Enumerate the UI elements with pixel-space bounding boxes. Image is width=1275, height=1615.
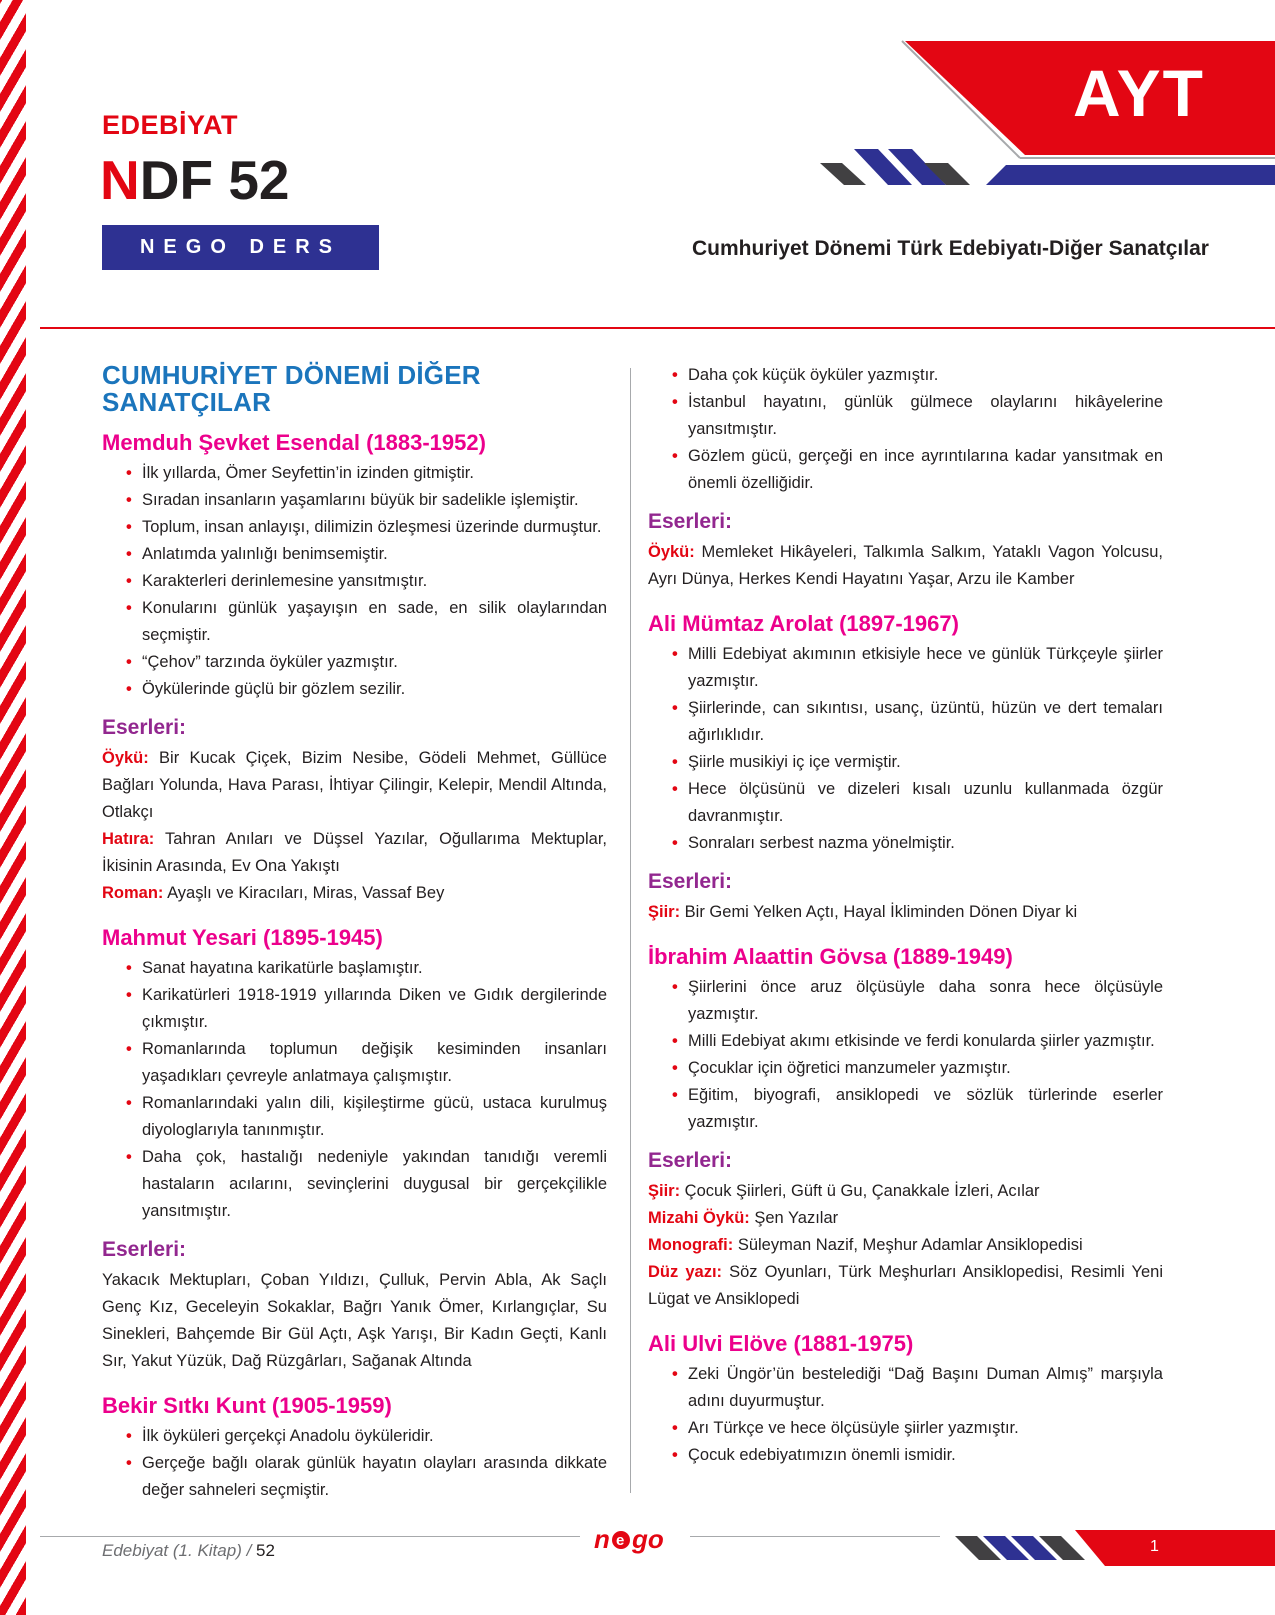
author-heading-elove: Ali Ulvi Elöve (1881-1975) bbox=[648, 1331, 914, 1356]
list-item: • Şiirlerinde, can sıkıntısı, usanç, üzüntü, hüzün ve dert temaları ağırlıklıdır. bbox=[648, 695, 1163, 749]
work-line: Monografi: Süleyman Nazif, Meşhur Adamlar Ansiklopedisi bbox=[648, 1236, 1083, 1254]
elove-bullets bbox=[648, 1361, 1163, 1469]
header-divider bbox=[40, 327, 1275, 329]
list-item: • Toplum, insan anlayışı, dilimizin özleşmesi üzerinde durmuştur. bbox=[102, 514, 607, 541]
left-column bbox=[102, 360, 607, 1504]
list-item: • Zeki Üngör’ün bestelediği “Dağ Başını Duman Almış” marşıyla adını duyurmuştur. bbox=[648, 1361, 1163, 1415]
list-item: • Anlatımda yalınlığı benimsemiştir. bbox=[102, 541, 607, 568]
list-item: • Çocuklar için öğretici manzumeler yazmıştır. bbox=[648, 1055, 1163, 1082]
svg-text:go: go bbox=[632, 1524, 664, 1554]
author-heading-arolat: Ali Mümtaz Arolat (1897-1967) bbox=[648, 611, 959, 636]
svg-text:n: n bbox=[594, 1524, 610, 1554]
list-item: • Karakterleri derinlemesine yansıtmıştır. bbox=[102, 568, 607, 595]
exam-label: AYT bbox=[1073, 56, 1205, 130]
striped-border bbox=[0, 0, 26, 1615]
list-item: • Arı Türkçe ve hece ölçüsüyle şiirler yazmıştır. bbox=[648, 1415, 1163, 1442]
list-item: • Şiirlerini önce aruz ölçüsüyle daha sonra hece ölçüsüyle yazmıştır. bbox=[648, 974, 1163, 1028]
list-item: • Sanat hayatına karikatürle başlamıştır. bbox=[102, 955, 607, 982]
work-line: Öykü: Memleket Hikâyeleri, Talkımla Salkım, Yataklı Vagon Yolcusu, Ayrı Dünya, Herkes Kendi Hayatını Yaşar, Arzu ile Kamber bbox=[648, 543, 1163, 588]
author-heading-esendal: Memduh Şevket Esendal (1883-1952) bbox=[102, 430, 486, 455]
work-line: Şiir: Çocuk Şiirleri, Güft ü Gu, Çanakkale İzleri, Acılar bbox=[648, 1182, 1040, 1200]
work-line: Yakacık Mektupları, Çoban Yıldızı, Çulluk, Pervin Abla, Ak Saçlı Genç Kız, Geceleyin Sokaklar, Bağrı Yanık Ömer, Kırlangıçlar, Su Sinekleri, Bahçemde Bir Gül Açtı, Aşk Yarışı, Bir Kadın Geçti, Kanlı Sır, Yakut Yüzük, Dağ Rüzgârları, Sağanak Altında bbox=[102, 1271, 607, 1370]
page-topic: Cumhuriyet Dönemi Türk Edebiyatı-Diğer Sanatçılar bbox=[692, 237, 1209, 260]
works-heading: Eserleri: bbox=[648, 870, 733, 893]
list-item: • İstanbul hayatını, günlük gülmece olaylarını hikâyelerine yansıtmıştır. bbox=[648, 389, 1163, 443]
work-line: Şiir: Bir Gemi Yelken Açtı, Hayal İkliminden Dönen Diyar ki bbox=[648, 903, 1078, 921]
kunt-bullets bbox=[102, 1423, 607, 1504]
kunt-bullets-cont bbox=[648, 362, 1163, 497]
exam-banner bbox=[820, 35, 1275, 195]
ndf-number bbox=[100, 150, 290, 210]
list-item: • Eğitim, biyografi, ansiklopedi ve sözlük türlerinde eserler yazmıştır. bbox=[648, 1082, 1163, 1136]
list-item: • Gözlem gücü, gerçeği en ince ayrıntılarına kadar yansıtmak en önemli özelliğidir. bbox=[648, 443, 1163, 497]
section-title: CUMHURİYET DÖNEMİ DİĞER SANATÇILAR bbox=[102, 360, 481, 417]
list-item: • Milli Edebiyat akımı etkisinde ve ferdi konularda şiirler yazmıştır. bbox=[648, 1028, 1163, 1055]
author-heading-kunt: Bekir Sıtkı Kunt (1905-1959) bbox=[102, 1393, 392, 1418]
works-heading: Eserleri: bbox=[648, 1149, 733, 1172]
svg-text:e: e bbox=[616, 1532, 625, 1549]
list-item: • Romanlarındaki yalın dili, kişileştirme gücü, ustaca kurulmuş diyologlarıyla tanınmıştır. bbox=[102, 1090, 607, 1144]
work-line: Mizahi Öykü: Şen Yazılar bbox=[648, 1209, 839, 1227]
list-item: • Şiirle musikiyi iç içe vermiştir. bbox=[648, 749, 1163, 776]
work-line: Hatıra: Tahran Anıları ve Düşsel Yazılar, Oğullarıma Mektuplar, İkisinin Arasında, Ev Ona Yakıştı bbox=[102, 830, 607, 875]
page-number: 1 bbox=[1150, 1538, 1159, 1555]
footer-book-label: Edebiyat (1. Kitap) / 52 bbox=[102, 1541, 275, 1560]
list-item: • Öykülerinde güçlü bir gözlem sezilir. bbox=[102, 676, 607, 703]
govsa-bullets bbox=[648, 974, 1163, 1136]
list-item: • Konularını günlük yaşayışın en sade, en silik olaylarından seçmiştir. bbox=[102, 595, 607, 649]
nego-logo bbox=[588, 1520, 678, 1556]
list-item: • Hece ölçüsünü ve dizeleri kısalı uzunlu kullanmada özgür davranmıştır. bbox=[648, 776, 1163, 830]
esendal-bullets bbox=[102, 460, 607, 703]
ndf-rest: DF 52 bbox=[139, 149, 290, 211]
list-item: • Karikatürleri 1918-1919 yıllarında Diken ve Gıdık dergilerinde çıkmıştır. bbox=[102, 982, 607, 1036]
list-item: • İlk öyküleri gerçekçi Anadolu öyküleridir. bbox=[102, 1423, 607, 1450]
list-item: • Gerçeğe bağlı olarak günlük hayatın olayları arasında dikkate değer sahneleri seçmiştir. bbox=[102, 1450, 607, 1504]
work-line: Düz yazı: Söz Oyunları, Türk Meşhurları Ansiklopedisi, Resimli Yeni Lügat ve Ansiklopedi bbox=[648, 1263, 1163, 1308]
work-line: Roman: Ayaşlı ve Kiracıları, Miras, Vassaf Bey bbox=[102, 884, 445, 902]
column-divider bbox=[630, 368, 631, 1493]
list-item: • Romanlarında toplumun değişik kesiminden insanları yaşadıkları çevreyle anlatmaya çalışmıştır. bbox=[102, 1036, 607, 1090]
author-heading-govsa: İbrahim Alaattin Gövsa (1889-1949) bbox=[648, 944, 1013, 969]
series-badge: NEGO DERS FÖYÜ bbox=[102, 225, 379, 270]
footer-divider-right bbox=[690, 1536, 940, 1537]
list-item: • Sıradan insanların yaşamlarını büyük bir sadelikle işlemiştir. bbox=[102, 487, 607, 514]
list-item: • İlk yıllarda, Ömer Seyfettin’in izinden gitmiştir. bbox=[102, 460, 607, 487]
yesari-bullets bbox=[102, 955, 607, 1225]
list-item: • Milli Edebiyat akımının etkisiyle hece ve günlük Türkçeyle şiirler yazmıştır. bbox=[648, 641, 1163, 695]
list-item: • “Çehov” tarzında öyküler yazmıştır. bbox=[102, 649, 607, 676]
works-heading: Eserleri: bbox=[102, 1238, 187, 1261]
arolat-bullets bbox=[648, 641, 1163, 857]
list-item: • Daha çok küçük öyküler yazmıştır. bbox=[648, 362, 1163, 389]
author-heading-yesari: Mahmut Yesari (1895-1945) bbox=[102, 925, 383, 950]
works-heading: Eserleri: bbox=[102, 716, 187, 739]
ndf-letter: N bbox=[100, 149, 140, 211]
list-item: • Çocuk edebiyatımızın önemli ismidir. bbox=[648, 1442, 1163, 1469]
work-line: Öykü: Bir Kucak Çiçek, Bizim Nesibe, Gödeli Mehmet, Güllüce Bağları Yolunda, Hava Parası, İhtiyar Çilingir, Kelepir, Mendil Altında, Otlakçı bbox=[102, 749, 607, 821]
footer-banner bbox=[955, 1530, 1275, 1566]
list-item: • Daha çok, hastalığı nedeniyle yakından tanıdığı veremli hastaların acılarını, sevinçlerini duygusal bir gerçekçilikle yansıtmıştır. bbox=[102, 1144, 607, 1225]
works-heading: Eserleri: bbox=[648, 510, 733, 533]
footer-divider-left bbox=[40, 1536, 580, 1537]
list-item: • Sonraları serbest nazma yönelmiştir. bbox=[648, 830, 1163, 857]
right-column bbox=[648, 362, 1163, 1469]
subject-label: EDEBİYAT bbox=[102, 110, 239, 140]
